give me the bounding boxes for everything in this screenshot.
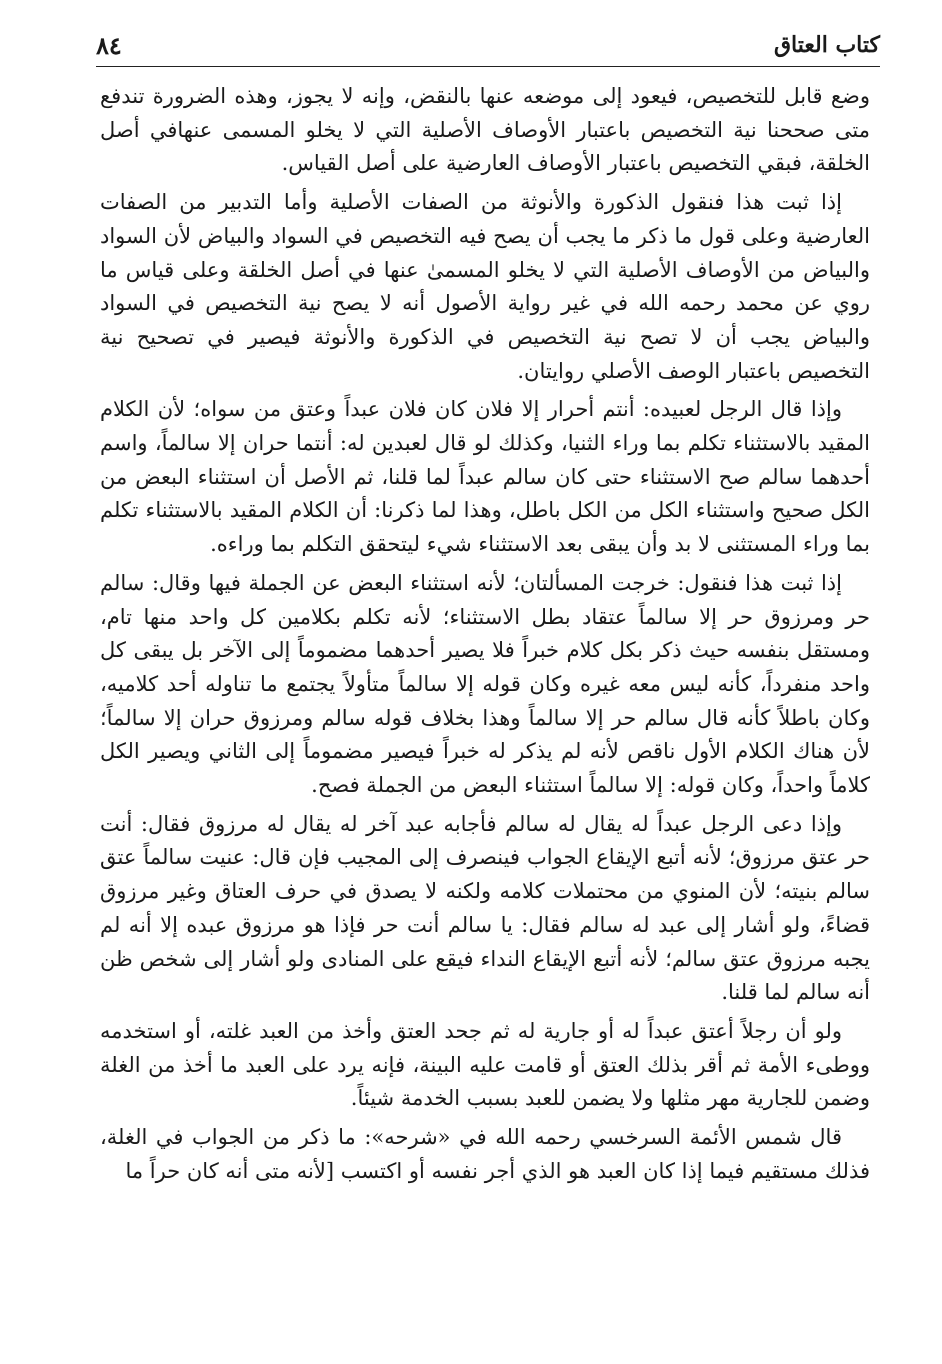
page-header: [96, 26, 880, 64]
page-number: ٨٤: [96, 30, 122, 60]
body-text: [100, 80, 870, 1194]
paragraph-2: إذا ثبت هذا فنقول الذكورة والأنوثة من الصفات الأصلية وأما التدبير من الصفات العارضية وعلى قول ما ذكر ما يجب أن يصح فيه التخصيص في السواد والبياض لأن السواد والبياض من الأوصاف الأصلية التي لا يخلو المسمىٰ عنها في أصل الخلقة وعلى قياس ما روي عن محمد رحمه الله في غير رواية الأصول أنه لا يصح نية التخصيص في السواد والبياض يجب أن لا تصح نية التخصيص في الذكورة والأنوثة فيصير في تصحيح نية التخصيص باعتبار الوصف الأصلي روايتان.: [100, 190, 870, 383]
chapter-title: كتاب العتاق: [773, 32, 880, 58]
paragraph-6: ولو أن رجلاً أعتق عبداً له أو جارية له ثم جحد العتق وأخذ من العبد غلته، أو استخدمه ووطىء الأمة ثم أقر بذلك العتق أو قامت عليه البينة، فإنه يرد على العبد ما أخذ من الغلة وضمن للجارية مهر مثلها ولا يضمن للعبد بسبب الخدمة شيئاً.: [100, 1018, 870, 1111]
paragraph-5: وإذا دعى الرجل عبداً له يقال له سالم فأجابه عبد آخر له يقال له مرزوق فقال: أنت حر عتق مرزوق؛ لأنه أتبع الإيقاع الجواب فينصرف إلى المجيب فإن قال: عنيت سالماً عتق سالم بنيته؛ لأن المنوي من محتملات كلامه ولكنه لا يصدق في حرف العتاق وغير مرزوق قضاءً، ولو أشار إلى عبد له سالم فقال: يا سالم أنت حر فإذا هو مرزوق عبده إلا أنه لم يجبه مرزوق عتق سالم؛ لأنه أتبع الإيقاع النداء فيقع على المنادى ولو أشار إلى شخص ظن أنه سالم لما قلنا.: [100, 811, 870, 1005]
header-divider: [96, 66, 880, 67]
paragraph-1: وضع قابل للتخصيص، فيعود إلى موضعه عنها بالنقض، وإنه لا يجوز، وهذه الضرورة تندفع متى صححنا نية التخصيص باعتبار الأوصاف الأصلية التي لا يخلو المسمى عنهافي أصل الخلقة، فبقي التخصيص باعتبار الأوصاف العارضية على أصل القياس.: [100, 84, 870, 176]
paragraph-7: قال شمس الأئمة السرخسي رحمه الله في «شرحه»: ما ذكر من الجواب في الغلة، فذلك مستقيم فيما إذا كان العبد هو الذي أجر نفسه أو اكتسب [لأنه متى أنه كان حراً ما: [100, 1125, 870, 1183]
paragraph-4: إذا ثبت هذا فنقول: خرجت المسألتان؛ لأنه استثناء البعض عن الجملة فيها وقال: سالم حر ومرزوق حر إلا سالماً عتقاد بطل الاستثناء؛ لأنه تكلم بكلامين كل واحد منها تام، ومستقل بنفسه حيث ذكر بكل كلام خبراً فلا يصير أحدهما مضموماً إلى الآخر بل يبقى كل واحد منفرداً، كأنه ليس معه غيره وكان قوله إلا سالماً متأولاً يجتمع ما تناوله أحد كلاميه، وكان باطلاً كأنه قال سالم حر إلا سالماً وهذا بخلاف قوله سالم ومرزوق حران إلا سالماً؛ لأن هناك الكلام الأول ناقص لأنه لم يذكر له خبراً فيصير مضموماً إلى الثاني ويصير الكل كلاماً واحداً، وكان قوله: إلا سالماً استثناء البعض من الجملة فصح.: [100, 570, 870, 798]
paragraph-3: وإذا قال الرجل لعبيده: أنتم أحرار إلا فلان كان فلان عبداً وعتق من سواه؛ لأن الكلام المقيد بالاستثناء تكلم بما وراء الثنيا، وكذلك لو قال لعبدين له: أنتما حران إلا سالماً، واسم أحدهما سالم صح الاستثناء حتى كان سالم عبداً لما قلنا، ثم الأصل أن استثناء البعض من الكل صحيح واستثناء الكل من الكل باطل، وهذا لما ذكرنا: أن الكلام المقيد بالاستثناء تكلم بما وراء المستثنى لا بد وأن يبقى بعد الاستثناء شيء ليتحقق التكلم بما وراءه.: [100, 397, 870, 557]
